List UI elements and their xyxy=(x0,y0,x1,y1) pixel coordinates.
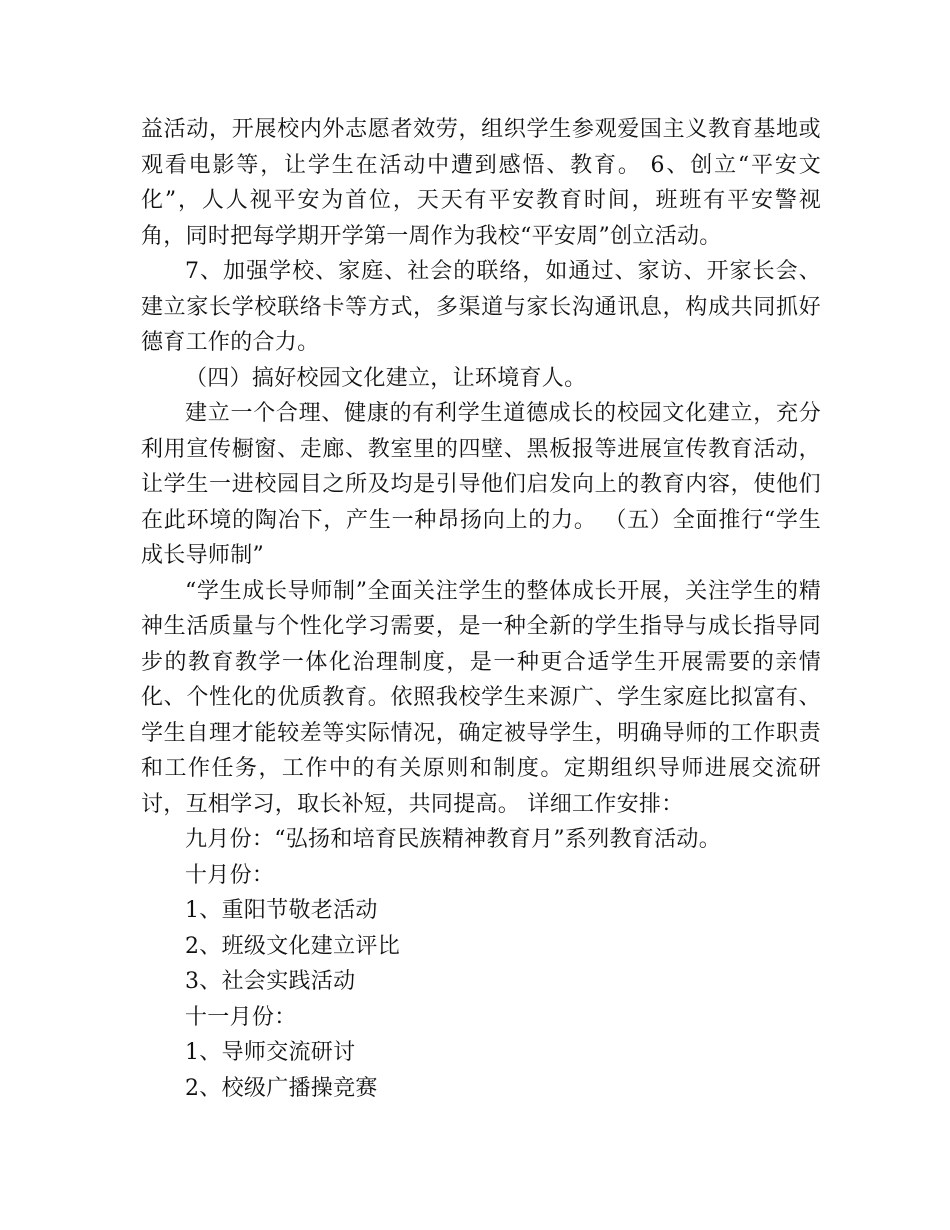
schedule-item: 3、社会实践活动 xyxy=(185,969,356,994)
schedule-item: 2、校级广播操竞赛 xyxy=(185,1075,378,1101)
paragraph-activities: 益活动，开展校内外志愿者效劳，组织学生参观爱国主义教育基地或观看电影等，让学生在活动中遭到感悟、教育。 6、创立“平安文化”，人人视平安为首位，天天有平安教育时间，班班有平安警视角，同时把每学期开学第一周作为我校“平安周”创立活动。 xyxy=(141,117,821,249)
document-body xyxy=(141,112,821,1106)
schedule-november-heading: 十一月份： xyxy=(185,1004,297,1030)
schedule-item: 2、班级文化建立评比 xyxy=(185,933,400,959)
paragraph-campus-culture: 建立一个合理、健康的有利学生道德成长的校园文化建立，充分利用宣传橱窗、走廊、教室里的四壁、黑板报等进展宣传教育活动，让学生一进校园目之所及均是引导他们启发向上的教育内容，使他们在此环境的陶冶下，产生一种昂扬向上的力。 （五）全面推行“学生成长导师制” xyxy=(141,401,821,568)
schedule-item: 1、导师交流研讨 xyxy=(185,1040,356,1065)
schedule-october-heading: 十月份： xyxy=(185,862,275,888)
paragraph-home-school: 7、加强学校、家庭、社会的联络，如通过、家访、开家长会、建立家长学校联络卡等方式，多渠道与家长沟通讯息，构成共同抓好德育工作的合力。 xyxy=(141,259,821,355)
schedule-item: 1、重阳节敬老活动 xyxy=(185,898,378,923)
schedule-september: 九月份：“弘扬和培育民族精神教育月”系列教育活动。 xyxy=(185,827,721,852)
paragraph-mentor-system: “学生成长导师制”全面关注学生的整体成长开展，关注学生的精神生活质量与个性化学习需要，是一种全新的学生指导与成长指导同步的教育教学一体化治理制度，是一种更合适学生开展需要的亲情化、个性化的优质教育。依照我校学生来源广、学生家庭比拟富有、学生自理才能较差等实际情况，确定被导学生，明确导师的工作职责和工作任务，工作中的有关原则和制度。定期组织导师进展交流研讨，互相学习，取长补短，共同提高。 详细工作安排： xyxy=(141,578,821,817)
section-heading-campus-culture: （四）搞好校园文化建立，让环境育人。 xyxy=(185,365,587,391)
